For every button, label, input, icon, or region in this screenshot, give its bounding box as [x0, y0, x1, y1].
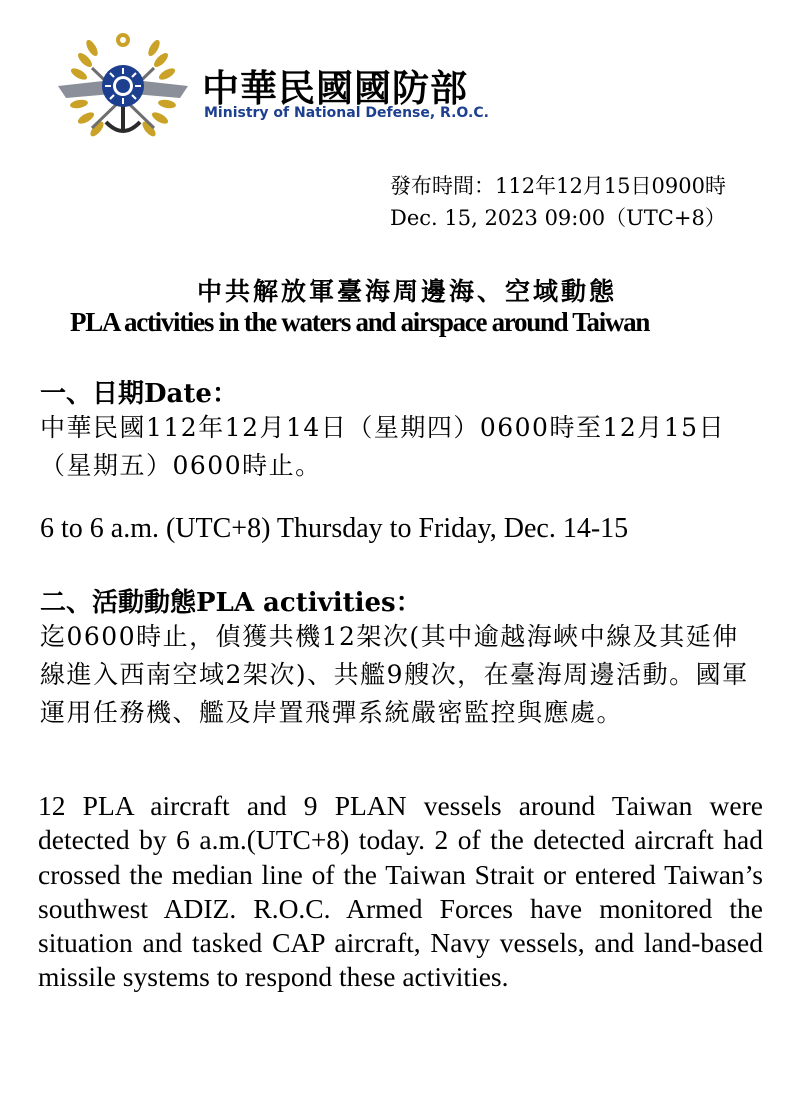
ministry-logo — [52, 28, 502, 146]
section-activities-heading: 二、活動動態PLA activities： — [40, 588, 422, 618]
org-name-zh: 中華民國國防部 — [202, 67, 468, 110]
section-date-zh: 中華民國112年12月14日（星期四）0600時至12月15日（星期五）0600時止。 — [40, 413, 726, 480]
release-time-en: Dec. 15, 2023 09:00（UTC+8） — [390, 206, 726, 230]
mnd-emblem-icon — [52, 28, 194, 146]
page-title-zh: 中共解放軍臺海周邊海、空域動態 — [196, 277, 617, 306]
org-name-en: Ministry of National Defense, R.O.C. — [204, 105, 489, 121]
section-date-heading: 一、日期Date： — [40, 379, 238, 409]
page-title-en: PLA activities in the waters and airspace around Taiwan — [70, 307, 650, 337]
section-activities-en: 12 PLA aircraft and 9 PLAN vessels around Taiwan were detected by 6 a.m.(UTC+8) today. 2 of the detected aircraft had crossed the median line of the Taiwan Strait or entered Taiwan’s southwest ADIZ. R.O.C. Armed Forces have monitored the situation and tasked CAP aircraft, Navy vessels, and land-based missile systems to respond these activities. — [38, 790, 763, 993]
section-activities-zh: 迄0600時止，偵獲共機12架次(其中逾越海峽中線及其延伸線進入西南空域2架次)、共艦9艘次，在臺海周邊活動。國軍運用任務機、艦及岸置飛彈系統嚴密監控與應處。 — [40, 622, 749, 727]
release-time — [390, 170, 726, 234]
release-time-zh: 發布時間：112年12月15日0900時 — [390, 174, 726, 198]
section-date-en: 6 to 6 a.m. (UTC+8) Thursday to Friday, Dec. 14-15 — [40, 513, 629, 544]
